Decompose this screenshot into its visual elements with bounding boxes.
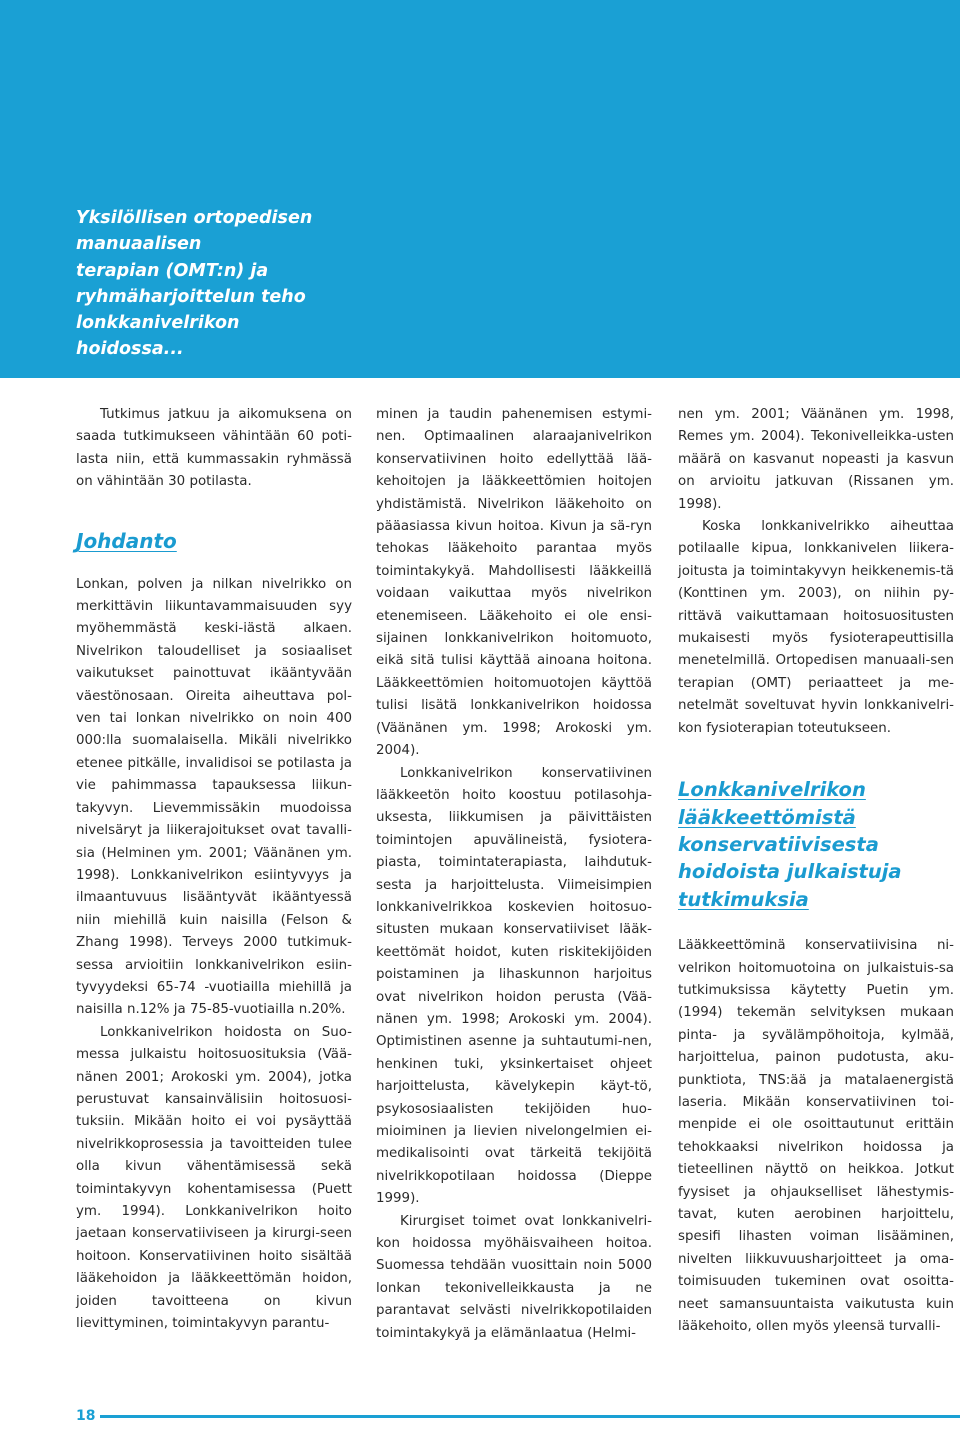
footer-rule <box>100 1415 960 1418</box>
title-line: terapian (OMT:n) ja <box>76 260 269 281</box>
body-paragraph: Lonkan, polven ja nilkan nivelrikko on merkittävin liikuntavammaisuuden syy myöhemmästä keski-iästä alkaen. Nivelrikon taloudelliset ja sosiaaliset vaikutukset painottuvat ikääntyvään väestönosaan. Oireita aiheuttava pol-ven tai lonkan nivelrikko on noin 400 000:lla suomalaisella. Mikäli nivelrikko etenee pitkälle, invalidisoi se potilasta ja vie pahimmassa tapauksessa liikun-takyvyn. Lievemmissäkin muodoissa nivelsäryt ja liikerajoitukset ovat tavalli-sia (Helminen ym. 2001; Väänänen ym. 1998). Lonkkanivelrikon esiintyvyys ja ilmaantuvuus lisääntyvät ikääntyessä niin miehillä kuin naisilla (Felson & Zhang 1998). Terveys 2000 tutkimuk-sessa arvioitiin lonkkanivelrikon esiin-tyvyydeksi 65-74 -vuotiailla miehillä ja naisilla n.12% ja 75-85-vuotiailla n.20%. <box>76 576 352 1018</box>
title-line: lonkkanivelrikon <box>76 313 240 334</box>
column-right <box>678 404 954 1338</box>
title-line: ryhmäharjoittelun teho <box>76 286 306 307</box>
heading-line: lääkkeettömistä <box>678 805 856 829</box>
section-heading-tutkimuksia <box>678 776 954 913</box>
title-line: Yksilöllisen ortopedisen <box>76 208 313 228</box>
title-line: manuaalisen <box>76 234 202 255</box>
title-line: hoidossa... <box>76 339 184 360</box>
header-banner <box>0 0 960 378</box>
body-paragraph: nen ym. 2001; Väänänen ym. 1998, Remes ym. 2004). Tekonivelleikka-usten määrä on kasvanut nopeasti ja kasvun on arvioitu jatkuvan (Rissanen ym. 1998). <box>678 407 954 512</box>
body-paragraph: Kirurgiset toimet ovat lonkkanivelri-kon hoidossa myöhäisvaiheen hoitoa. Suomessa tehdään vuosittain noin 5000 lonkan tekonivelleikkausta ja ne parantavat selvästi nivelrikkopotilaiden toimintakykyä ja elämänlaatua (Helmi- <box>376 1213 652 1341</box>
column-left <box>76 404 352 1335</box>
heading-line: Lonkkanivelrikon <box>678 778 866 802</box>
intro-paragraph: Tutkimus jatkuu ja aikomuksena on saada tutkimukseen vähintään 60 poti-lasta niin, että kummassakin ryhmässä on vähintään 30 potilasta. <box>76 407 352 490</box>
body-paragraph: Lääkkeettöminä konservatiivisina ni-velrikon hoitomuotoina on julkaistuis-sa tutkimuksissa käytetty Puetin ym. (1994) tekemän selvityksen mukaan pinta- ja syvälämpöhoitoja, kylmää, harjoittelua, painon pudotusta, aku-punktiota, TNS:ää ja matalaenergistä laseria. Mikään konservatiivinen toi-menpide ei ole osoittautunut erittäin tehokkaaksi nivelrikon hoidossa ja tieteellinen näyttö on heikkoa. Jotkut fyysiset ja ohjaukselliset lähestymis-tavat, kuten aerobinen harjoittelu, spesifi lihasten voiman lisääminen, nivelten liikkuvuusharjoitteet ja oma-toimisuuden tukeminen ovat osoitta-neet samansuuntaista vaikutusta kuin lääkehoito, ollen myös yleensä turvalli- <box>678 938 954 1335</box>
heading-line: hoidoista julkaistuja <box>678 860 902 884</box>
body-paragraph: minen ja taudin pahenemisen estymi-nen. Optimaalinen alaraajanivelrikon konservatiivinen hoito edellyttää lää-kehoitojen ja lääkkeettömien hoitojen yhdistämistä. Nivelrikon lääkehoito on pääasiassa kivun hoitoa. Kivun ja sä-ryn tehokas lääkehoito parantaa myös toimintakykyä. Mahdollisesti lääkkeillä voidaan vaikuttaa myös nivelrikon etenemiseen. Lääkehoito ei ole ensi-sijainen lonkkanivelrikon hoitomuoto, eikä sitä tulisi käyttää ainoana hoitona. Lääkkeettömien hoitomuotojen käyttöä tulisi lisätä lonkkanivelrikon hoidossa (Väänänen ym. 1998; Arokoski ym. 2004). <box>376 407 652 759</box>
article-title <box>76 205 456 363</box>
heading-line: tutkimuksia <box>678 887 809 911</box>
section-heading-johdanto: Johdanto <box>76 528 177 553</box>
body-paragraph: Lonkkanivelrikon konservatiivinen lääkkeetön hoito koostuu potilasohja-uksesta, liikkumisen ja päivittäisten toimintojen apuvälineistä, fysiotera-piasta, toimintaterapiasta, laihdutuk-sesta ja harjoittelusta. Viimeisimpien lonkkanivelrikkoa koskevien hoitosuo-situsten mukaan konservatiiviset lääk-keettömät hoidot, kuten riskitekijöiden poistaminen ja lihaskunnon harjoitus ovat nivelrikon hoidon perusta (Vää-nänen ym. 1998; Arokoski ym. 2004). Optimistinen asenne ja suhtautumi-nen, henkinen tuki, yksinkertaiset ohjeet harjoittelusta, kävelykepin käyt-tö, psykososiaalisten tekijöiden huo-mioiminen ja lievien nivelongelmien ei-medikalisointi ovat tärkeitä tekijöitä nivelrikkopotilaan hoidossa (Dieppe 1999). <box>376 765 652 1207</box>
page-number: 18 <box>76 1408 96 1424</box>
heading-line: konservatiivisesta <box>678 832 879 856</box>
body-paragraph: Koska lonkkanivelrikko aiheuttaa potilaalle kipua, lonkkanivelen liikera-joitusta ja toimintakyvyn heikkenemis-tä (Konttinen ym. 2003), on niihin py-rittävä vaikuttamaan hoitosuositusten mukaisesti myös fysioterapeuttisilla menetelmillä. Ortopedisen manuaali-sen terapian (OMT) periaatteet ja me-netelmät soveltuvat hyvin lonkkanivelri-kon fysioterapian toteutukseen. <box>678 519 954 736</box>
body-paragraph: Lonkkanivelrikon hoidosta on Suo-messa julkaistu hoitosuosituksia (Vää-nänen 2001; Arokoski ym. 2004), jotka perustuvat kansainvälisiin hoitosuosi-tuksiin. Mikään hoito ei voi pysäyttää nivelrikkoprosessia ja tavoitteiden tulee olla kivun vähentämisessä sekä toimintakyvyn kohentamisessa (Puett ym. 1994). Lonkkanivelrikon hoito jaetaan konservatiiviseen ja kirurgi-seen hoitoon. Konservatiivinen hoito sisältää lääkehoidon ja lääkkeettömän hoidon, joiden tavoitteena on kivun lievittyminen, toimintakyvyn parantu- <box>76 1024 352 1332</box>
column-middle <box>376 404 652 1345</box>
